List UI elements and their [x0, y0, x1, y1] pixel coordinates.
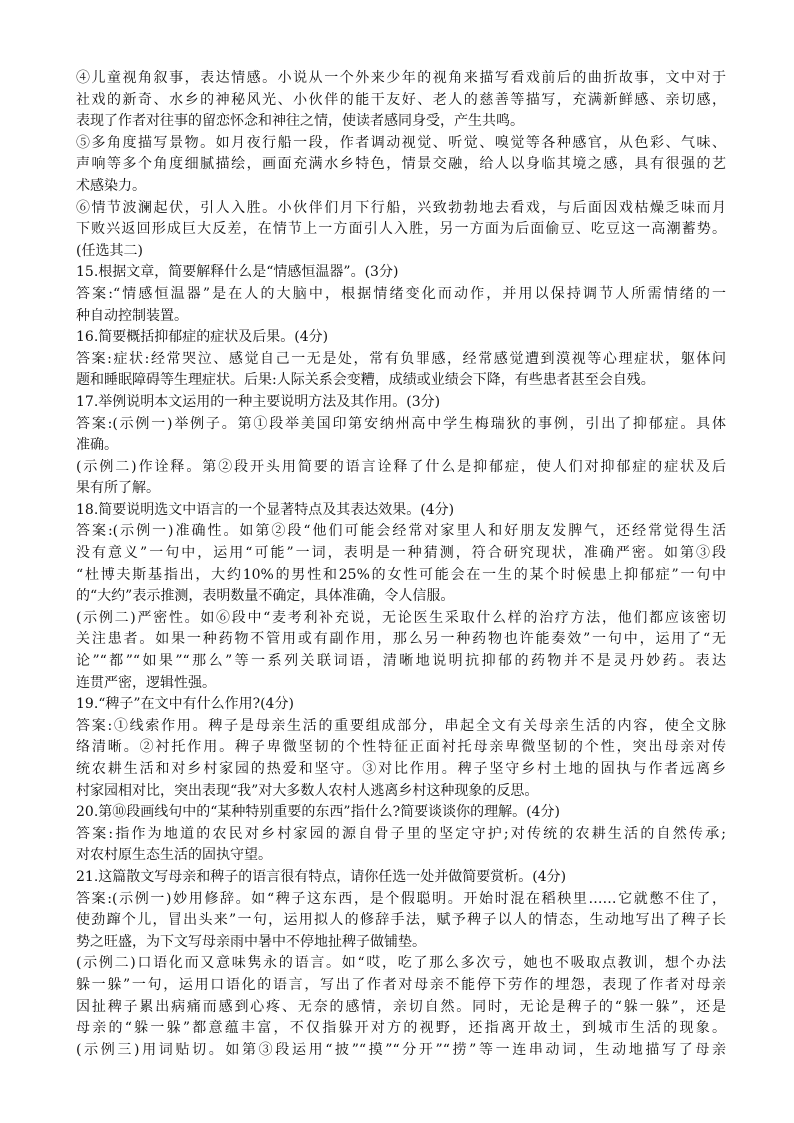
answer-line: 躲一躲”一句，运用口语化的语言，写出了作者对母亲不能停下劳作的埋怨，表现了作者对母亲 — [76, 976, 726, 993]
text-line: 下败兴返回形成巨大反差，在情节上一方面引人入胜，另一方面为后面偷豆、吃豆这一高潮蓄势。 — [76, 221, 726, 238]
answer-line: 答案:指作为地道的农民对乡村家园的源自骨子里的坚定守护;对传统的农耕生活的自然传承; — [76, 825, 726, 842]
answer-line: 答案:(示例一)举例子。第①段举美国印第安纳州高中学生梅瑞狄的事例，引出了抑郁症。具体 — [76, 415, 726, 432]
answer-line: 答案:(示例一)妙用修辞。如“稗子这东西，是个假聪明。开始时混在稻秧里……它就憋不住了， — [76, 890, 726, 907]
question-21: 21.这篇散文写母亲和稗子的语言很有特点，请你任选一处并做简要赏析。(4分) — [76, 868, 567, 885]
answer-line: 没有意义”一句中，运用“可能”一词，表明是一种猜测，符合研究现状，准确严密。如第③段 — [76, 545, 726, 562]
answer-line: 势之旺盛，为下文写母亲雨中暑中不停地扯稗子做铺垫。 — [76, 933, 426, 950]
question-18: 18.简要说明选文中语言的一个显著特点及其表达效果。(4分) — [76, 501, 455, 518]
text-line: 术感染力。 — [76, 177, 146, 194]
answer-line: 因扯稗子累出病痛而感到心疼、无奈的感情，亲切自然。同时，无论是稗子的“躲一躲”，还是 — [76, 998, 726, 1015]
question-19: 19.“稗子”在文中有什么作用?(4分) — [76, 696, 294, 713]
answer-line: 络清晰。②衬托作用。稗子卑微坚韧的个性特征正面衬托母亲卑微坚韧的个性，突出母亲对传 — [76, 739, 726, 756]
answer-line: 果有所了解。 — [76, 480, 160, 497]
answer-line: (示例二)作诠释。第②段开头用简要的语言诠释了什么是抑郁症，使人们对抑郁症的症状及后 — [76, 458, 726, 475]
answer-line: 题和睡眠障碍等生理症状。后果:人际关系会变糟，成绩或业绩会下降，有些患者甚至会自残。 — [76, 372, 655, 389]
answer-line: 答案:症状:经常哭泣、感觉自己一无是处，常有负罪感，经常感觉遭到漠视等心理症状，躯体问 — [76, 350, 726, 367]
answer-line: 对农村原生态生活的固执守望。 — [76, 847, 272, 864]
answer-line: 答案:(示例一)准确性。如第②段“他们可能会经常对家里人和好朋友发脾气，还经常觉得生活 — [76, 523, 726, 540]
question-16: 16.简要概括抑郁症的症状及后果。(4分) — [76, 329, 329, 346]
answer-line: 的“大约”表示推测，表明数量不确定，具体准确，令人信服。 — [76, 588, 455, 605]
document-page — [76, 68, 726, 1061]
answer-line: (示例三)用词贴切。如第③段运用“披”“摸”“分开”“捞”等一连串动词，生动地描写了母亲 — [76, 1041, 726, 1058]
answer-line: 答案:①线索作用。稗子是母亲生活的重要组成部分，串起全文有关母亲生活的内容，使全文脉 — [76, 717, 726, 734]
answer-line: 关注患者。如果一种药物不管用或有副作用，那么另一种药物也许能奏效”一句中，运用了“无 — [76, 631, 726, 648]
answer-line: 统农耕生活和对乡村家园的热爱和坚守。③对比作用。稗子坚守乡村土地的固执与作者远离乡 — [76, 761, 726, 777]
answer-line: (示例二)口语化而又意味隽永的语言。如“哎，吃了那么多次亏，她也不吸取点教训，想个办法 — [76, 955, 726, 972]
text-line: ④儿童视角叙事，表达情感。小说从一个外来少年的视角来描写看戏前后的曲折故事，文中对于 — [76, 70, 726, 86]
answer-line: 答案:“情感恒温器”是在人的大脑中，根据情绪变化而动作，并用以保持调节人所需情绪的一 — [76, 285, 726, 302]
answer-line: 准确。 — [76, 437, 118, 454]
question-20: 20.第⑩段画线句中的“某种特别重要的东西”指什么?简要谈谈你的理解。(4分) — [76, 804, 560, 821]
question-15: 15.根据文章，简要解释什么是“情感恒温器”。(3分) — [76, 264, 399, 281]
answer-line: 使劲蹿个儿，冒出头来”一句，运用拟人的修辞手法，赋予稗子以人的情态，生动地写出了稗子长 — [76, 912, 726, 929]
answer-line: 连贯严密，逻辑性强。 — [76, 674, 216, 691]
text-line: 社戏的新奇、水乡的神秘风光、小伙伴的能干友好、老人的慈善等描写，充满新鲜感、亲切感， — [76, 91, 726, 108]
text-line: (任选其二) — [76, 242, 143, 259]
answer-line: “杜博夫斯基指出，大约10%的男性和25%的女性可能会在一生的某个时候患上抑郁症”一句中 — [76, 566, 726, 583]
answer-line: 母亲的“躲一躲”都意蕴丰富，不仅指躲开对方的视野，还指离开故土，到城市生活的现象。 — [76, 1020, 726, 1037]
answer-line: 种自动控制装置。 — [76, 307, 188, 324]
answer-line: 论”“都”“如果”“那么”等一系列关联词语，清晰地说明抗抑郁的药物并不是灵丹妙药。表达 — [76, 653, 726, 670]
answer-line: 村家园相对比，突出表现“我”对大多数人农村人逃离乡村这种现象的反思。 — [76, 782, 539, 799]
text-line: ⑤多角度描写景物。如月夜行船一段，作者调动视觉、听觉、嗅觉等各种感官，从色彩、气味、 — [76, 134, 726, 151]
text-line: 声响等多个角度细腻描绘，画面充满水乡特色，情景交融，给人以身临其境之感，具有很强的艺 — [76, 156, 726, 173]
text-line: 表现了作者对往事的留恋怀念和神往之情，使读者感同身受，产生共鸣。 — [76, 113, 524, 130]
question-17: 17.举例说明本文运用的一种主要说明方法及其作用。(3分) — [76, 393, 441, 410]
text-line: ⑥情节波澜起伏，引人入胜。小伙伴们月下行船，兴致勃勃地去看戏，与后面因戏枯燥乏味而月 — [76, 199, 726, 216]
answer-line: (示例二)严密性。如⑥段中“麦考利补充说，无论医生采取什么样的治疗方法，他们都应该密切 — [76, 609, 726, 626]
